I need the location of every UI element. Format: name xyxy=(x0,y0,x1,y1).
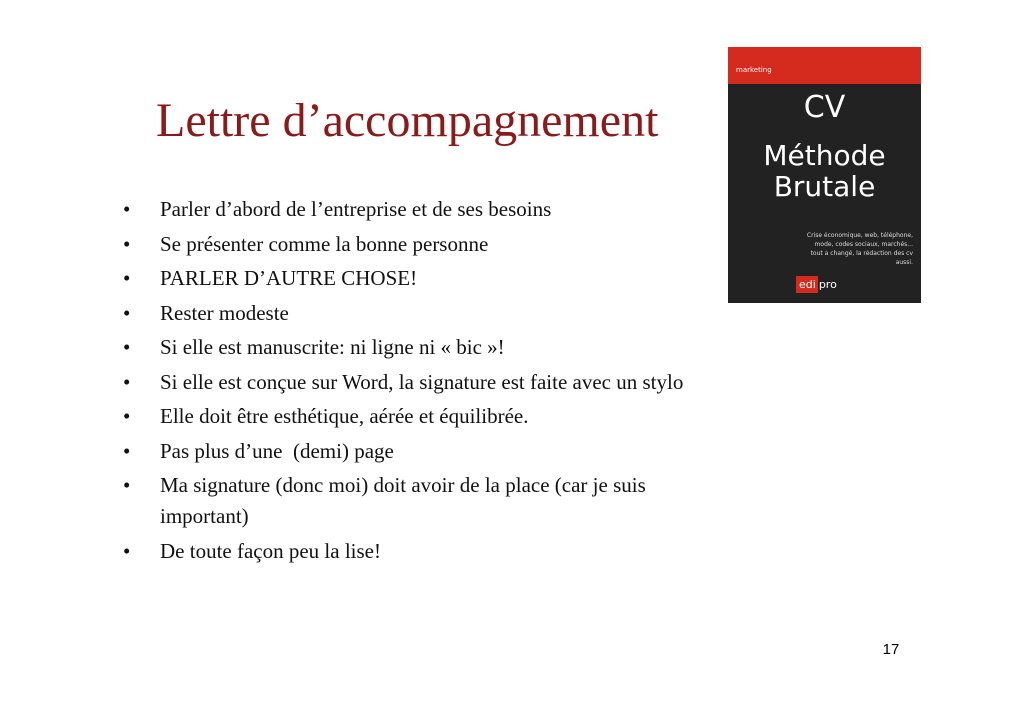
bullet-icon: • xyxy=(123,473,131,497)
bullet-text: Se présenter comme la bonne personne xyxy=(160,231,489,256)
bullet-icon: • xyxy=(123,538,131,563)
publisher-logo xyxy=(796,276,840,293)
bullet-item xyxy=(120,194,735,225)
bullet-text: Ma signature (donc moi) doit avoir de la place (car je suis important) xyxy=(160,473,646,528)
bullet-icon: • xyxy=(123,335,131,359)
bullet-text: Si elle est conçue sur Word, la signature est faite avec un stylo xyxy=(160,369,684,394)
bullet-item xyxy=(120,436,735,467)
cover-cv-title: CV xyxy=(803,90,846,125)
publisher-logo-part: pro xyxy=(818,276,840,293)
bullet-icon: • xyxy=(123,266,131,290)
bullet-icon: • xyxy=(123,404,131,428)
bullet-text: Elle doit être esthétique, aérée et équilibrée. xyxy=(160,404,529,428)
cover-blurb xyxy=(793,231,913,267)
bullet-item xyxy=(120,229,735,260)
bullet-text: Si elle est manuscrite: ni ligne ni « bic »! xyxy=(160,335,505,359)
bullet-icon: • xyxy=(123,197,131,221)
cover-blurb-line: mode, codes sociaux, marchés... xyxy=(814,241,913,248)
cover-blurb-line: tout a changé, la rédaction des cv aussi. xyxy=(810,250,913,266)
bullet-icon: • xyxy=(123,369,131,394)
bullet-item xyxy=(120,263,735,294)
bullet-list xyxy=(120,194,735,570)
bullet-icon: • xyxy=(123,231,131,256)
bullet-icon: • xyxy=(123,300,131,325)
bullet-item xyxy=(120,367,735,398)
publisher-logo-part: edi xyxy=(796,276,818,293)
bullet-item xyxy=(120,298,735,329)
bullet-text: PARLER D’AUTRE CHOSE! xyxy=(160,266,418,290)
bullet-text: Pas plus d’une (demi) page xyxy=(160,438,394,463)
bullet-item xyxy=(120,470,735,532)
cover-blurb-line: Crise économique, web, téléphone, xyxy=(806,232,913,239)
cover-title-line: Méthode xyxy=(763,139,886,172)
bullet-text: Parler d’abord de l’entreprise et de ses besoins xyxy=(160,197,552,221)
bullet-text: De toute façon peu la lise! xyxy=(160,538,381,563)
slide-title: Lettre d’accompagnement xyxy=(156,94,659,147)
bullet-icon: • xyxy=(123,438,131,463)
bullet-item xyxy=(120,332,735,363)
cover-title-line: Brutale xyxy=(773,170,876,203)
cover-main-title xyxy=(728,140,921,202)
bullet-item xyxy=(120,401,735,432)
cover-category: marketing xyxy=(736,66,772,74)
book-cover-image xyxy=(728,47,921,303)
page-number: 17 xyxy=(882,641,900,658)
bullet-item xyxy=(120,536,735,567)
bullet-text: Rester modeste xyxy=(160,300,289,325)
